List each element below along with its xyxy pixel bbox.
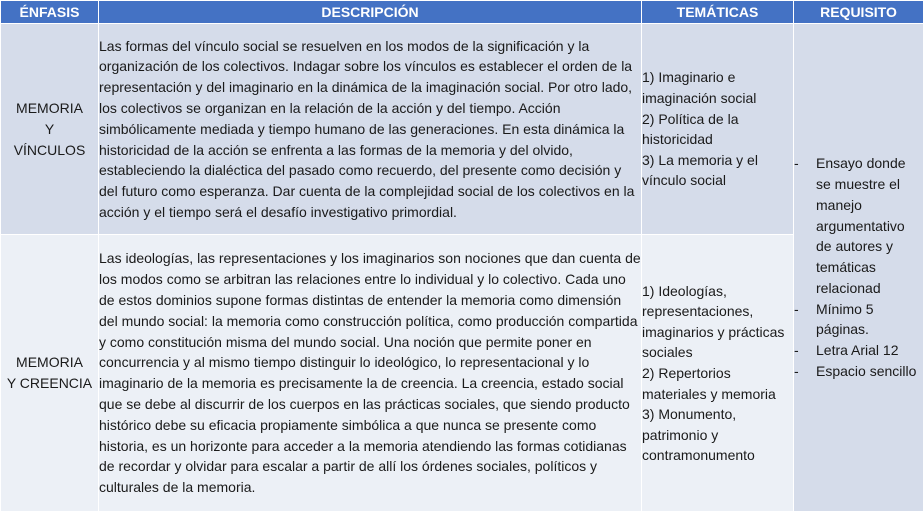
tematica-item: 2) Repertorios materiales y memoria xyxy=(642,364,776,402)
tematica-item: 1) Ideologías, representaciones, imaginarios y prácticas sociales xyxy=(642,282,785,361)
header-tematicas: TEMÁTICAS xyxy=(642,1,794,24)
enfasis-cell xyxy=(1,235,99,512)
requisito-item xyxy=(794,153,923,299)
bullet-dash: - xyxy=(794,300,799,317)
requisito-text: Letra Arial 12 xyxy=(816,342,899,359)
tematica-item: 1) Imaginario e imaginación social xyxy=(642,69,757,107)
table-row xyxy=(1,235,923,512)
enfasis-line: VÍNCULOS xyxy=(13,141,86,158)
tematica-item: 3) Monumento, patrimonio y contramonumento xyxy=(642,406,755,464)
requisito-text: Mínimo 5 páginas. xyxy=(816,300,874,338)
enfasis-line: MEMORIA xyxy=(16,354,83,371)
header-descripcion: DESCRIPCIÓN xyxy=(99,1,642,24)
descripcion-cell: Las formas del vínculo social se resuelven en los modos de la significación y la organización de los colectivos. Indagar sobre los vínculos es establecer el orden de la representación y del imaginario en la dinámica de la imaginación social. Por otro lado, los colectivos se organizan en la relación de la acción y del tiempo. Acción simbólicamente mediada y tiempo humano de las generaciones. En esta dinámica la historicidad de la acción se enfrenta a las formas de la memoria y del olvido, estableciendo la dialéctica del pasado como recuerdo, del presente como decisión y del futuro como esperanza. Dar cuenta de la complejidad social de los colectivos en la acción y el tiempo será el desafío investigativo primordial. xyxy=(99,24,642,235)
enfasis-line: Y xyxy=(44,120,55,137)
requisito-list xyxy=(794,153,923,382)
tematica-item: 2) Política de la historicidad xyxy=(642,110,739,148)
requisito-text: Espacio sencillo xyxy=(816,363,917,380)
header-requisito: REQUISITO xyxy=(794,1,923,24)
header-enfasis: ÉNFASIS xyxy=(1,1,99,24)
tematicas-cell xyxy=(642,24,794,235)
descripcion-cell: Las ideologías, las representaciones y los imaginarios son nociones que dan cuenta de los modos como se arbitran las relaciones entre lo individual y lo colectivo. Cada uno de estos dominios supone formas distintas de entender la memoria como dimensión del mundo social: la memoria como construcción política, como producción compartida y como constitución misma del mundo social. Una noción que permite poner en concurrencia y al mismo tiempo distinguir lo ideológico, lo representacional y lo imaginario de la memoria es precisamente la de creencia. La creencia, estado social que se debe al discurrir de los cuerpos en las prácticas sociales, que siendo producto histórico debe su eficacia propiamente simbólica a que nunca se presente como historia, es un horizonte para acceder a la memoria atendiendo las formas cotidianas de recordar y olvidar para escalar a partir de allí los órdenes sociales, políticos y culturales de la memoria. xyxy=(99,235,642,512)
bullet-dash: - xyxy=(794,155,799,172)
requisito-cell xyxy=(794,24,923,512)
requisito-text: Ensayo donde se muestre el manejo argumentativo de autores y temáticas relacionad xyxy=(816,155,906,296)
enfasis-cell xyxy=(1,24,99,235)
tematica-item: 3) La memoria y el vínculo social xyxy=(642,151,758,189)
enfasis-line: Y CREENCIA xyxy=(6,375,93,392)
requisito-item xyxy=(794,361,923,382)
requisito-item xyxy=(794,340,923,361)
header-row xyxy=(1,1,923,24)
enfasis-line: MEMORIA xyxy=(16,99,83,116)
bullet-dash: - xyxy=(794,342,799,359)
tematicas-cell xyxy=(642,235,794,512)
table-row xyxy=(1,24,923,235)
bullet-dash: - xyxy=(794,363,799,380)
requisito-item xyxy=(794,299,923,341)
